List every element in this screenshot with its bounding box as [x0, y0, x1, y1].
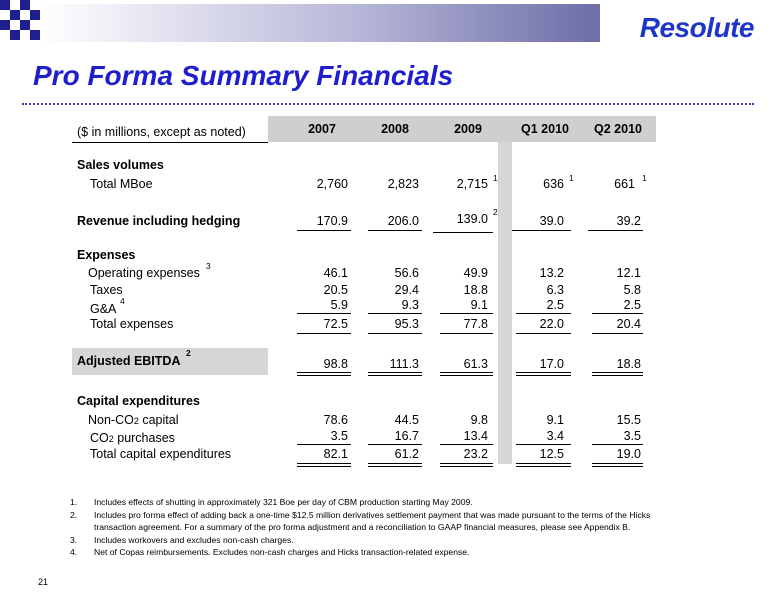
- footnote-item: [70, 534, 670, 547]
- underline: [440, 333, 493, 334]
- underline: [592, 463, 643, 464]
- footnote-number: 3.: [70, 534, 78, 545]
- subscript: 2: [108, 434, 114, 444]
- cell-total-capex-2008: 61.2: [394, 447, 419, 461]
- cell-operating-q2: 12.1: [616, 266, 641, 280]
- footnote-number: 1.: [70, 497, 78, 507]
- underline: [592, 313, 643, 314]
- units-note-box: [72, 122, 268, 143]
- column-header-2007: 2007: [308, 122, 336, 136]
- underline: [440, 375, 493, 376]
- cell-total-expenses-2008: 95.3: [394, 317, 419, 331]
- underline: [368, 230, 422, 231]
- underline: [588, 230, 643, 231]
- footnote-text: Includes effects of shutting in approximately 321 Boe per day of CBM production starting May 2009.: [94, 497, 473, 507]
- page-number: 21: [38, 577, 49, 587]
- cell-operating-q1: 13.2: [539, 266, 564, 280]
- footnote-ref: 1: [569, 173, 574, 183]
- cell-non-co2-2007: 78.6: [323, 413, 348, 427]
- cell-non-co2-2009: 9.8: [470, 413, 488, 427]
- cell-revenue-q2: 39.2: [616, 214, 641, 228]
- underline: [440, 466, 493, 467]
- cell-total-expenses-2009: 77.8: [463, 317, 488, 331]
- underline: [368, 463, 422, 464]
- cell-ga-q2: 2.5: [623, 298, 641, 312]
- cell-non-co2-2008: 44.5: [394, 413, 419, 427]
- underline: [516, 466, 571, 467]
- underline: [297, 230, 351, 231]
- cell-operating-2009: 49.9: [463, 266, 488, 280]
- cell-ga-q1: 2.5: [546, 298, 564, 312]
- column-header-2008: 2008: [381, 122, 409, 136]
- cell-total-capex-q2: 19.0: [616, 447, 641, 461]
- cell-total-capex-2009: 23.2: [463, 447, 488, 461]
- label-text: Non-CO: [88, 413, 134, 427]
- cell-total-mboe-q2: 661: [614, 177, 635, 191]
- footnotes: [70, 496, 670, 559]
- cell-co2-q2: 3.5: [623, 429, 641, 443]
- page-title: Pro Forma Summary Financials: [33, 60, 454, 91]
- row-label-total-expenses: Total expenses: [90, 317, 174, 331]
- underline: [516, 463, 571, 464]
- underline: [592, 372, 643, 373]
- underline: [297, 444, 351, 445]
- column-header-q1-2010: Q1 2010: [521, 122, 569, 136]
- row-label-adjusted-ebitda: Adjusted EBITDA: [77, 354, 181, 368]
- underline: [368, 372, 422, 373]
- cell-revenue-q1: 39.0: [539, 214, 564, 228]
- footnote-ref: 2: [493, 207, 498, 217]
- subscript: 2: [133, 416, 139, 426]
- units-note: ($ in millions, except as noted): [77, 125, 246, 139]
- row-label-revenue: Revenue including hedging: [77, 214, 241, 228]
- column-header-2009: 2009: [454, 122, 482, 136]
- row-label-total-capex: Total capital expenditures: [90, 447, 232, 461]
- cell-ebitda-q2: 18.8: [616, 357, 641, 371]
- label-text: capital: [138, 413, 179, 427]
- cell-total-capex-2007: 82.1: [323, 447, 348, 461]
- underline: [516, 372, 571, 373]
- cell-taxes-2008: 29.4: [394, 283, 419, 297]
- cell-taxes-q2: 5.8: [623, 283, 641, 297]
- underline: [592, 333, 643, 334]
- section-heading-capex: Capital expenditures: [77, 394, 200, 408]
- cell-total-expenses-q2: 20.4: [616, 317, 641, 331]
- cell-revenue-2009: 139.0: [456, 212, 488, 226]
- cell-co2-2008: 16.7: [394, 429, 419, 443]
- section-heading-expenses: Expenses: [77, 248, 136, 262]
- cell-total-expenses-q1: 22.0: [539, 317, 564, 331]
- underline: [368, 333, 422, 334]
- cell-ebitda-2008: 111.3: [389, 357, 419, 371]
- cell-co2-q1: 3.4: [546, 429, 564, 443]
- underline: [297, 375, 351, 376]
- label-text: CO: [90, 431, 109, 445]
- footnote-item: [70, 546, 670, 559]
- row-label-taxes: Taxes: [90, 283, 123, 297]
- row-label-co2-purchases: [90, 431, 175, 445]
- footnote-item: [70, 496, 670, 509]
- cell-co2-2009: 13.4: [463, 429, 488, 443]
- underline: [368, 313, 422, 314]
- underline: [297, 372, 351, 373]
- footnote-number: 2.: [70, 509, 78, 520]
- cell-co2-2007: 3.5: [330, 429, 348, 443]
- footnote-ref: 1: [493, 173, 498, 183]
- underline: [297, 466, 351, 467]
- cell-taxes-q1: 6.3: [546, 283, 564, 297]
- footnote-text: Includes pro forma effect of adding back a one-time $12.5 million derivatives settlement payment that was made pursuant to the terms of the Hicks transaction agreement. For a summary of the pro forma adjustment and a reconciliation to GAAP financial measures, please see Appendix B.: [94, 509, 651, 532]
- section-heading-sales: Sales volumes: [77, 158, 164, 172]
- underline: [440, 372, 493, 373]
- cell-total-mboe-q1: 636: [543, 177, 564, 191]
- footnote-text: Net of Copas reimbursements. Excludes non-cash charges and Hicks transaction-related expense.: [94, 547, 470, 557]
- cell-total-mboe-2009: 2,715: [456, 177, 488, 191]
- underline: [440, 313, 493, 314]
- column-header-q2-2010: Q2 2010: [594, 122, 642, 136]
- cell-total-expenses-2007: 72.5: [323, 317, 348, 331]
- footnote-number: 4.: [70, 547, 78, 557]
- cell-total-mboe-2008: 2,823: [387, 177, 419, 191]
- underline: [368, 466, 422, 467]
- cell-total-mboe-2007: 2,760: [316, 177, 348, 191]
- underline: [368, 444, 422, 445]
- cell-revenue-2007: 170.9: [316, 214, 348, 228]
- cell-taxes-2009: 18.8: [463, 283, 488, 297]
- underline: [440, 444, 493, 445]
- underline: [433, 232, 493, 233]
- underline: [516, 375, 571, 376]
- row-label-non-co2-capital: [88, 413, 178, 427]
- cell-non-co2-q1: 9.1: [546, 413, 564, 427]
- cell-total-capex-q1: 12.5: [539, 447, 564, 461]
- underline: [592, 444, 643, 445]
- underline: [516, 333, 571, 334]
- underline: [297, 313, 351, 314]
- cell-operating-2007: 46.1: [323, 266, 348, 280]
- underline: [516, 444, 571, 445]
- footnote-text: Includes workovers and excludes non-cash charges.: [94, 534, 294, 545]
- footnote-ref: 1: [642, 173, 647, 183]
- cell-taxes-2007: 20.5: [323, 283, 348, 297]
- cell-ebitda-2007: 98.8: [323, 357, 348, 371]
- column-separator-band: [498, 142, 512, 464]
- footnote-ref: 3: [206, 261, 211, 271]
- cell-non-co2-q2: 15.5: [616, 413, 641, 427]
- cell-ga-2007: 5.9: [330, 298, 348, 312]
- row-label-ga: G&A: [90, 302, 117, 316]
- cell-ga-2008: 9.3: [401, 298, 419, 312]
- underline: [368, 375, 422, 376]
- underline: [592, 466, 643, 467]
- label-text: purchases: [113, 431, 175, 445]
- cell-ebitda-2009: 61.3: [463, 357, 488, 371]
- cell-revenue-2008: 206.0: [387, 214, 419, 228]
- cell-ga-2009: 9.1: [470, 298, 488, 312]
- underline: [512, 230, 571, 231]
- row-label-operating-expenses: Operating expenses: [88, 266, 200, 280]
- footnote-item: [70, 509, 670, 534]
- underline: [516, 313, 571, 314]
- cell-ebitda-q1: 17.0: [539, 357, 564, 371]
- company-logo: Resolute: [639, 12, 754, 43]
- underline: [297, 463, 351, 464]
- underline: [440, 463, 493, 464]
- underline: [592, 375, 643, 376]
- row-label-total-mboe: Total MBoe: [90, 177, 153, 191]
- underline: [297, 333, 351, 334]
- footnote-ref: 2: [186, 348, 191, 358]
- cell-operating-2008: 56.6: [394, 266, 419, 280]
- footnote-ref: 4: [120, 296, 125, 306]
